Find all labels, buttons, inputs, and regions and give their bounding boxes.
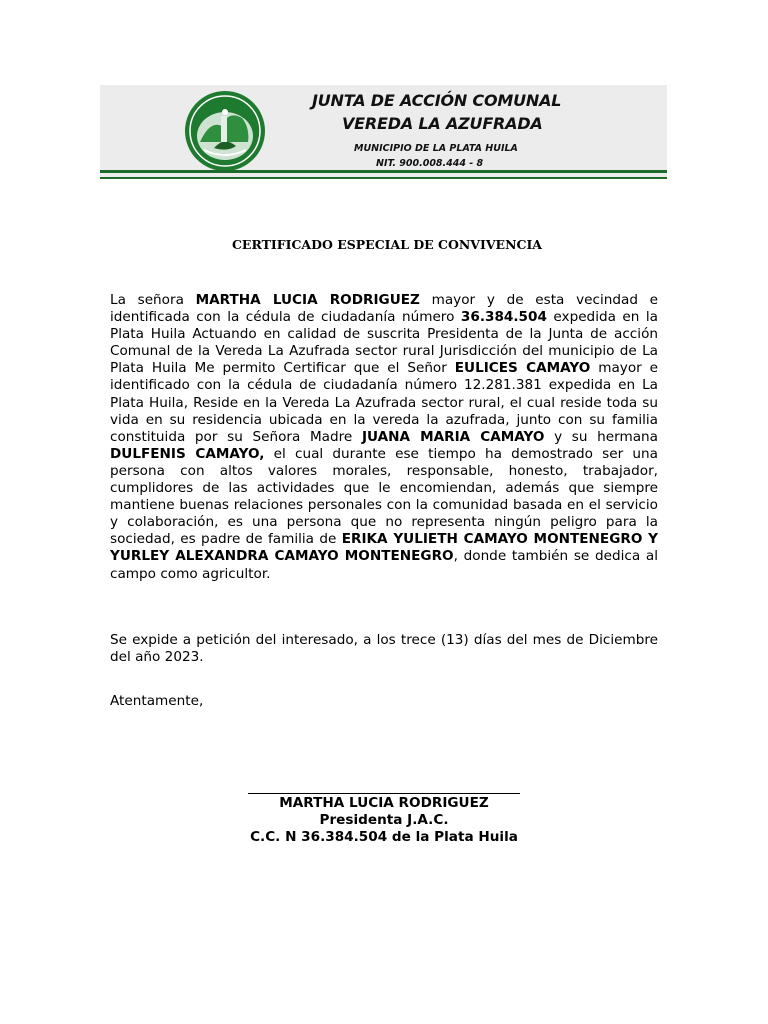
closing: Atentamente,: [110, 693, 204, 709]
children-names: ERIKA YULIETH CAMAYO MONTENEGRO Y YURLEY ALEXANDRA CAMAYO MONTENEGRO: [110, 531, 659, 565]
issuer-id-number: 36.384.504: [460, 309, 547, 326]
body-text: , donde también se dedica al campo como agricultor.: [110, 548, 658, 582]
sister-name: DULFENIS CAMAYO,: [110, 445, 265, 462]
header-rule-bottom: [100, 177, 667, 179]
signature-line: [248, 793, 520, 794]
issue-paragraph: Se expide a petición del interesado, a los trece (13) días del mes de Diciembre del año 2023.: [110, 632, 658, 666]
certificate-body: [110, 292, 658, 583]
issuer-name: MARTHA LUCIA RODRIGUEZ: [195, 292, 420, 308]
body-text: el cual durante ese tiempo ha demostrado ser una persona con altos valores morales, responsable, honesto, trabajador, cumplidores de las actividades que le encomiendan, además que siempre mantiene buenas relaciones personales con la comunidad basada en el servicio y colaboración, es una persona que no representa ningún peligro para la sociedad, es padre de familia de: [110, 445, 658, 548]
nit: NIT. 900.008.444 - 8: [376, 158, 484, 169]
body-text: La señora: [110, 292, 196, 308]
body-text: mayor e identificado con la cédula de ciudadanía número 12.281.381 expedida en La Plata Huila, Reside en la Vereda La Azufrada sector rural, el cual reside toda su vida en su residencia ubicada en la vereda la azufrada, junto con su familia constituida por su Señora Madre: [110, 360, 659, 445]
document-title: CERTIFICADO ESPECIAL DE CONVIVENCIA: [231, 237, 543, 252]
mother-name: JUANA MARIA CAMAYO: [361, 428, 545, 445]
signer-name: MARTHA LUCIA RODRIGUEZ: [279, 795, 489, 811]
header-rule-top: [100, 170, 667, 173]
letterhead: [100, 85, 667, 179]
signer-role: Presidenta J.A.C.: [319, 812, 449, 828]
municipio: MUNICIPIO DE LA PLATA HUILA: [354, 143, 518, 154]
signer-id: C.C. N 36.384.504 de la Plata Huila: [250, 829, 518, 845]
body-text: mayor y de esta vecindad e identificada con la cédula de ciudadanía número: [110, 292, 659, 326]
org-name: JUNTA DE ACCIÓN COMUNAL: [312, 91, 562, 110]
jac-logo-icon: [184, 90, 266, 172]
body-text: y su hermana: [544, 428, 658, 445]
body-text: expedida en la Plata Huila Actuando en calidad de suscrita Presidenta de la Junta de acción Comunal de la Vereda La Azufrada sector rural Jurisdicción del municipio de La Plata Huila Me permito Certificar que el Señor: [110, 309, 658, 377]
subject-name: EULICES CAMAYO: [454, 360, 591, 377]
vereda-name: VEREDA LA AZUFRADA: [342, 114, 543, 133]
